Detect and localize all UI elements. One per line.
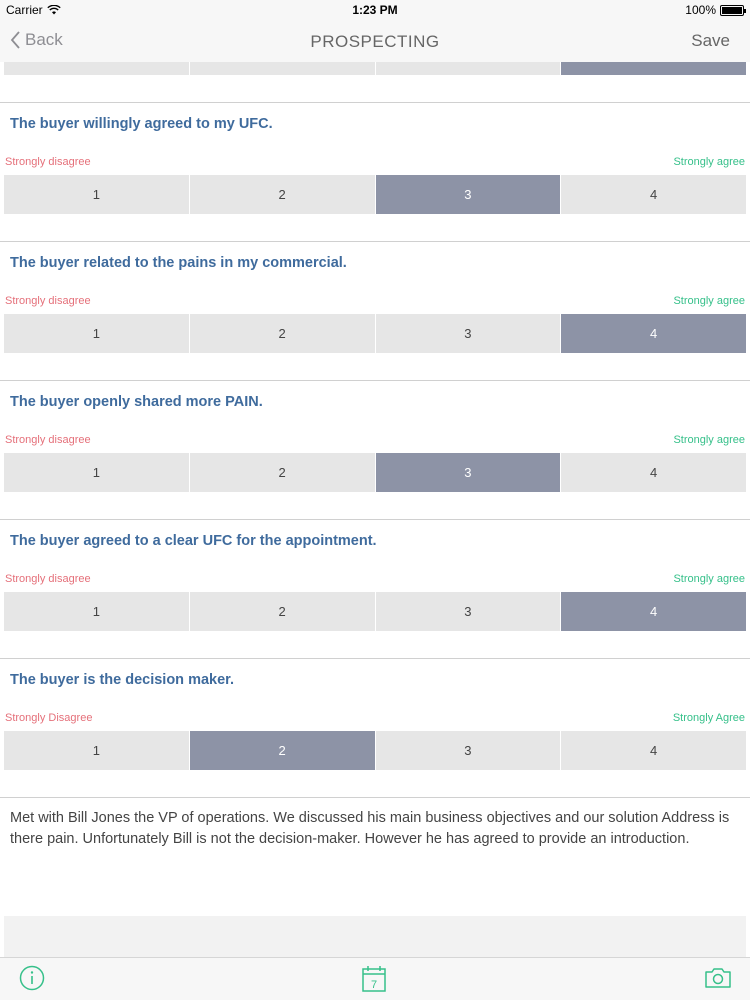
question-1 — [0, 103, 750, 242]
previous-question-scale — [4, 62, 746, 75]
info-icon — [19, 965, 45, 991]
scale-label-agree: Strongly agree — [673, 434, 745, 446]
question-5 — [0, 659, 750, 798]
question-2 — [0, 242, 750, 381]
rating-option-2[interactable]: 2 — [190, 592, 376, 631]
question-text: The buyer willingly agreed to my UFC. — [10, 116, 273, 132]
calendar-button[interactable] — [362, 965, 386, 997]
navigation-bar — [0, 20, 750, 62]
info-button[interactable] — [19, 965, 45, 996]
rating-option-4[interactable]: 4 — [561, 453, 746, 492]
notes-text[interactable]: Met with Bill Jones the VP of operations. We discussed his main business objectives and our solution Address is there pain. Unfortunately Bill is not the decision-maker. However he has agreed to provide an introduction. — [10, 810, 730, 847]
rating-option-3[interactable]: 3 — [376, 592, 562, 631]
question-4 — [0, 520, 750, 659]
previous-option-4[interactable] — [561, 62, 746, 75]
rating-option-2[interactable]: 2 — [190, 314, 376, 353]
status-bar — [0, 0, 750, 20]
rating-scale — [4, 314, 746, 353]
scale-label-disagree: Strongly disagree — [5, 434, 91, 446]
scale-label-agree: Strongly agree — [673, 573, 745, 585]
rating-option-3[interactable]: 3 — [376, 731, 562, 770]
calendar-day: 7 — [370, 979, 378, 991]
battery-percent: 100% — [685, 3, 716, 17]
question-text: The buyer is the decision maker. — [10, 672, 235, 688]
rating-option-3[interactable]: 3 — [376, 175, 562, 214]
status-time: 1:23 PM — [352, 3, 398, 17]
previous-option-2[interactable] — [190, 62, 376, 75]
back-label: Back — [25, 30, 63, 49]
question-3 — [0, 381, 750, 520]
rating-option-4[interactable]: 4 — [561, 592, 746, 631]
rating-option-2[interactable]: 2 — [190, 453, 376, 492]
battery-indicator — [685, 3, 744, 17]
camera-icon — [705, 967, 731, 989]
rating-option-1[interactable]: 1 — [4, 314, 190, 353]
rating-scale — [4, 175, 746, 214]
scale-label-disagree: Strongly disagree — [5, 295, 91, 307]
rating-option-2[interactable]: 2 — [190, 731, 376, 770]
scale-label-agree: Strongly Agree — [672, 712, 745, 724]
rating-option-4[interactable]: 4 — [561, 314, 746, 353]
question-text: The buyer related to the pains in my commercial. — [10, 255, 347, 271]
rating-option-4[interactable]: 4 — [561, 175, 746, 214]
battery-icon — [720, 5, 744, 16]
scale-label-disagree: Strongly disagree — [5, 156, 91, 168]
rating-option-3[interactable]: 3 — [376, 453, 562, 492]
page-title: PROSPECTING — [310, 32, 440, 51]
scale-label-agree: Strongly agree — [673, 295, 745, 307]
scale-label-disagree: Strongly Disagree — [5, 712, 93, 724]
rating-option-1[interactable]: 1 — [4, 731, 190, 770]
survey-content[interactable] — [0, 62, 750, 957]
scale-label-disagree: Strongly disagree — [5, 573, 91, 585]
rating-option-1[interactable]: 1 — [4, 453, 190, 492]
rating-option-3[interactable]: 3 — [376, 314, 562, 353]
calendar-icon — [362, 965, 386, 992]
previous-option-3[interactable] — [376, 62, 562, 75]
rating-scale — [4, 731, 746, 770]
question-text: The buyer openly shared more PAIN. — [10, 394, 263, 410]
rating-option-1[interactable]: 1 — [4, 175, 190, 214]
scale-label-agree: Strongly agree — [673, 156, 745, 168]
rating-scale — [4, 453, 746, 492]
rating-option-2[interactable]: 2 — [190, 175, 376, 214]
camera-button[interactable] — [705, 967, 731, 994]
previous-option-1[interactable] — [4, 62, 190, 75]
rating-scale — [4, 592, 746, 631]
save-button[interactable]: Save — [691, 31, 730, 50]
carrier-label: Carrier — [6, 3, 43, 17]
rating-option-4[interactable]: 4 — [561, 731, 746, 770]
notes-input-area[interactable] — [4, 916, 746, 957]
bottom-toolbar — [0, 957, 750, 1000]
question-text: The buyer agreed to a clear UFC for the appointment. — [10, 533, 377, 549]
rating-option-1[interactable]: 1 — [4, 592, 190, 631]
